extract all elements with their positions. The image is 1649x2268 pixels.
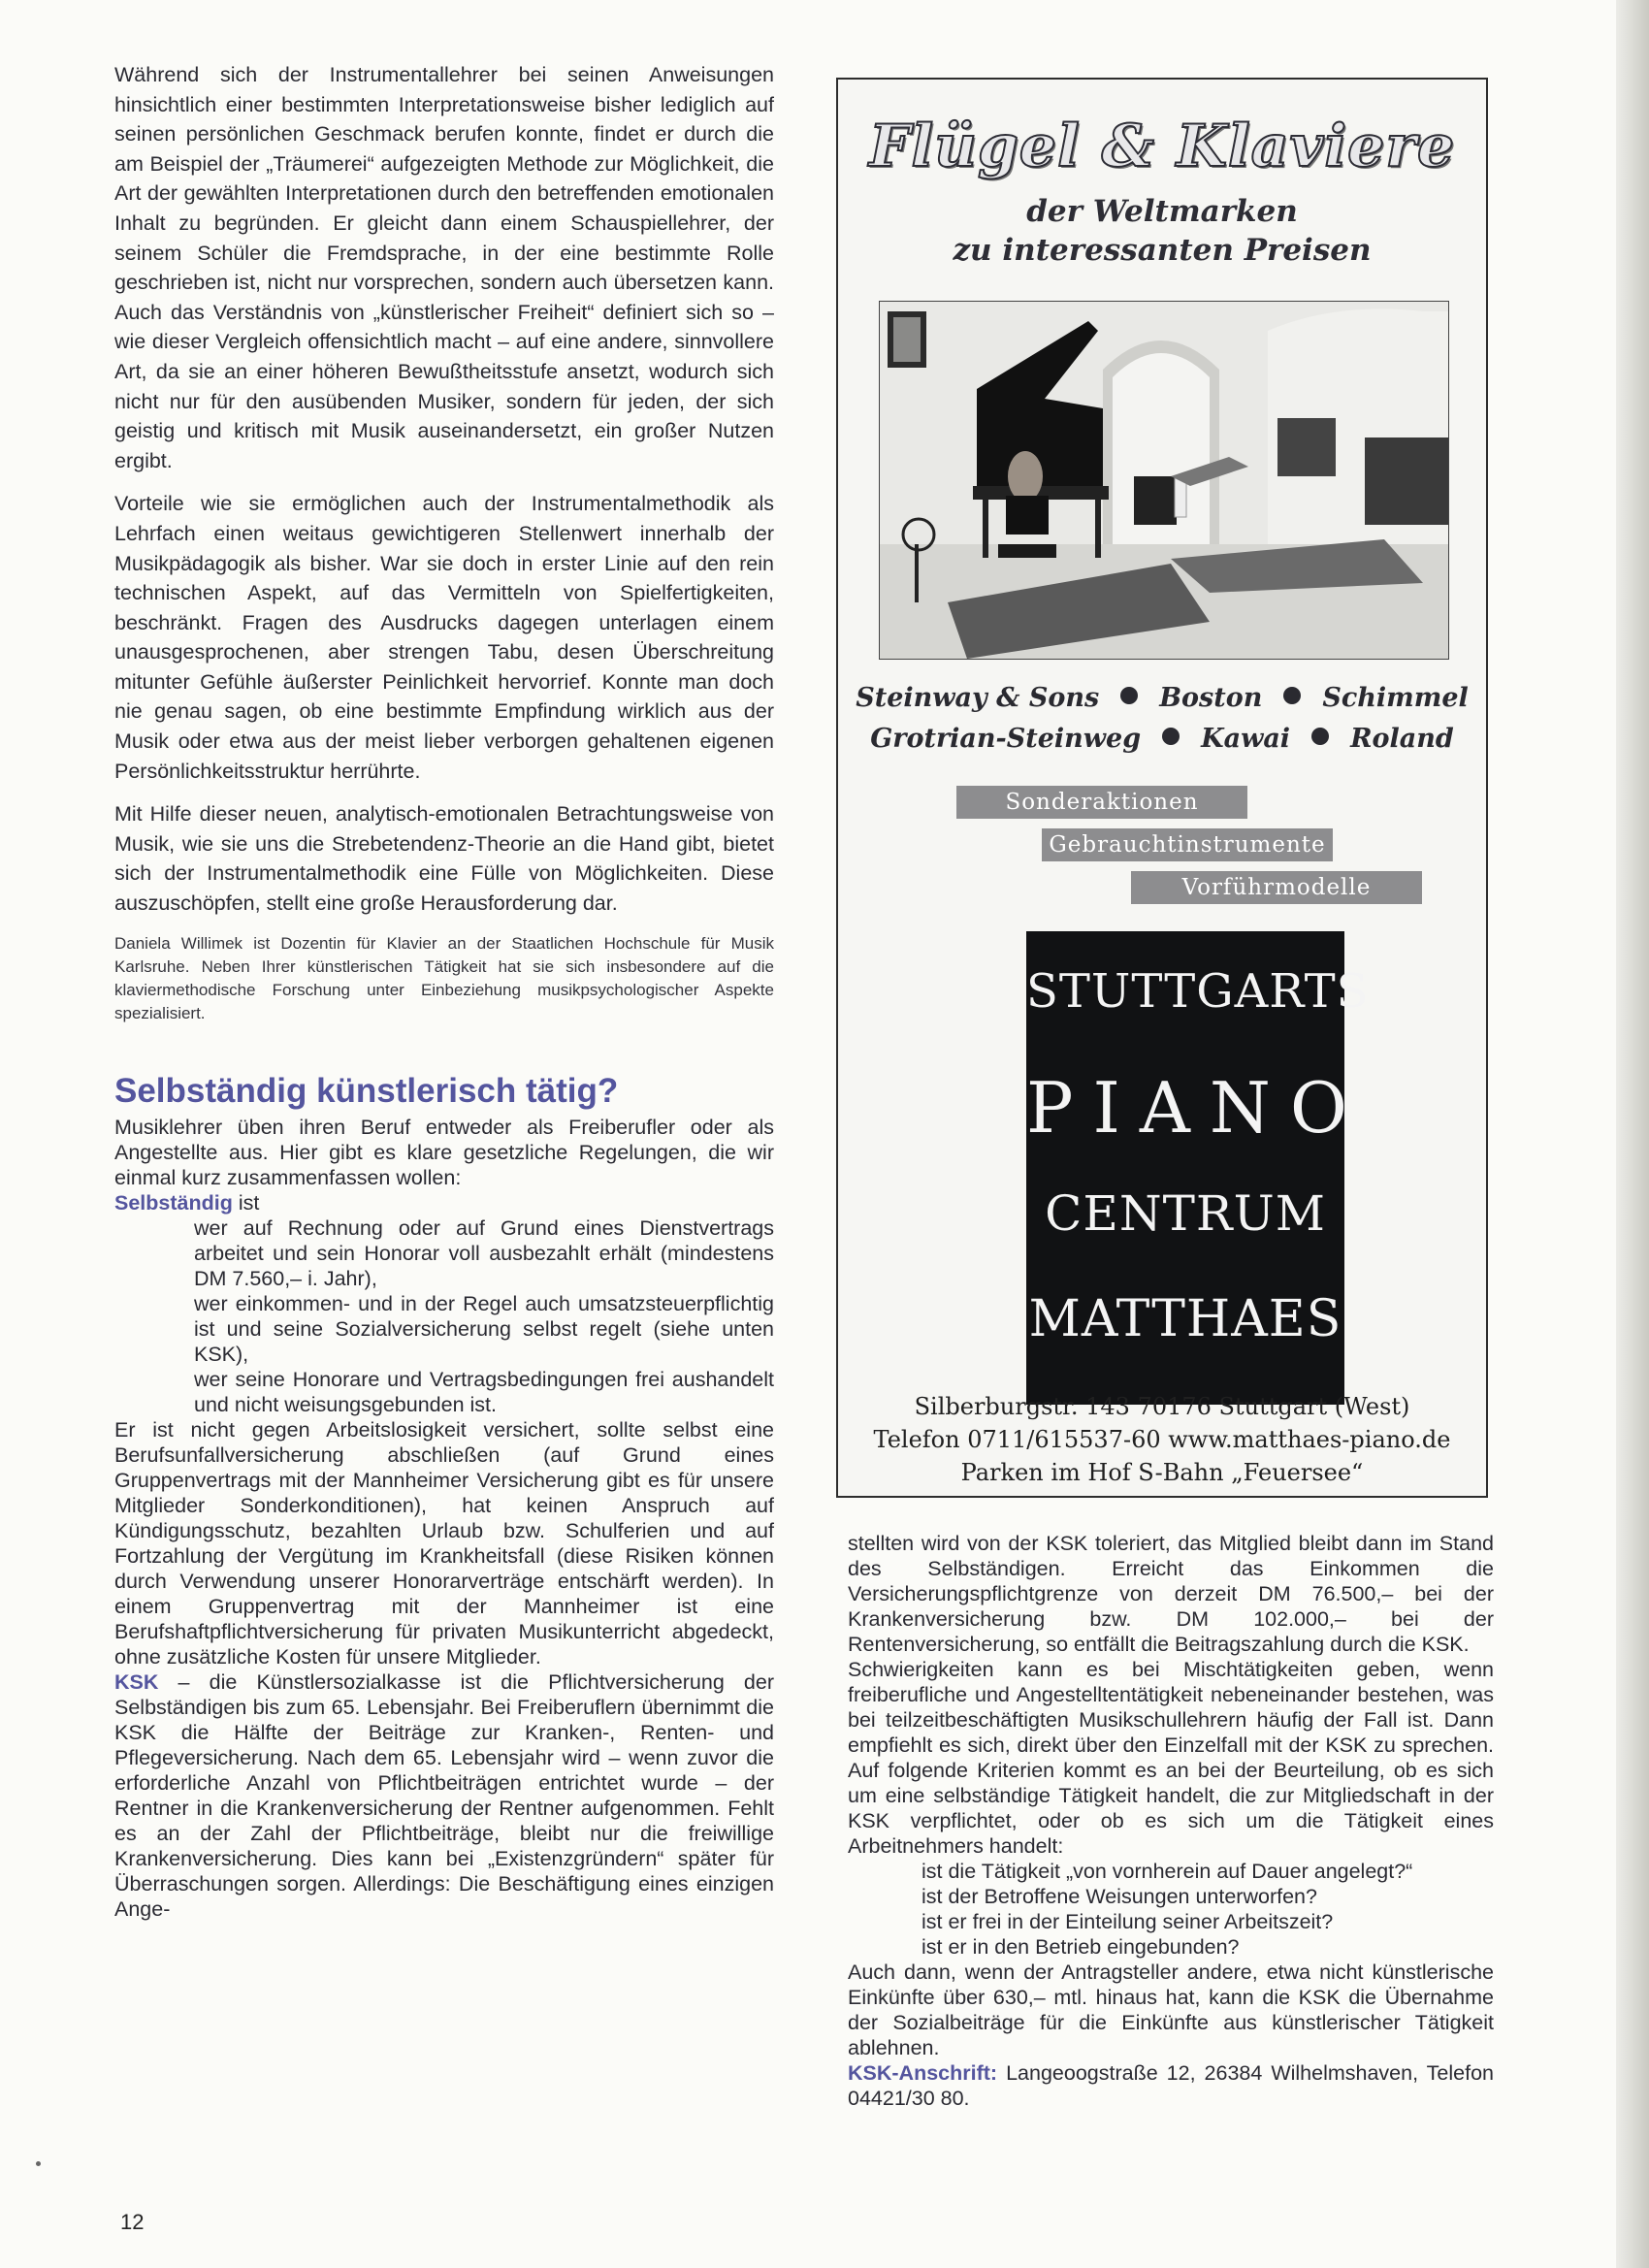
question-1: ist die Tätigkeit „von vornherein auf Dauer angelegt?“ <box>922 1860 1413 1883</box>
question-3: ist er frei in der Einteilung seiner Arbeitszeit? <box>922 1910 1334 1933</box>
ksk-address <box>848 2060 1494 2111</box>
brand-boston: Boston <box>1159 683 1263 713</box>
bullet-icon <box>1120 687 1138 704</box>
scan-speck <box>36 2161 41 2166</box>
selbstaendig-rest: ist <box>232 1190 260 1215</box>
article-paragraph-2: Vorteile wie sie ermöglichen auch der Instrumentalmethodik als Lehrfach einen weitaus gewichtigeren Stellenwert innerhalb der Musikpädagogik als bisher. War sie doch in erster Linie auf den rein technischen Aspekt, auf das Vermitteln von Spielfertigkeiten, beschränkt. Fragen des Ausdrucks dagegen unterlagen einem unausgesprochenen, aber strengen Tabu, desen Überschreitung mitunter Gefühle äußerster Peinlichkeit hervorrief. Konnte man doch nie genau sagen, ob eine bestimmte Empfindung wirklich aus der Musik oder etwa aus der meist lieber verborgen gehaltenen eigenen Persönlichkeitsstruktur herrührte. <box>114 492 774 783</box>
ksk-term: KSK <box>114 1669 159 1694</box>
brand-row-1 <box>838 683 1486 713</box>
brand-roland: Roland <box>1350 724 1454 754</box>
bullet-icon <box>1311 728 1329 745</box>
ad-subtitle-2: zu interessanten Preisen <box>953 233 1372 268</box>
brand-grotrian: Grotrian-Steinweg <box>870 724 1142 754</box>
brand-schimmel: Schimmel <box>1322 683 1469 713</box>
showroom-photo <box>879 301 1449 660</box>
section-intro: Musiklehrer üben ihren Beruf entweder als Freiberufler oder als Angestellte aus. Hier gibt es klare gesetzliche Regelungen, die wir einmal kurz zusammenfassen wollen: <box>114 1115 774 1189</box>
ksk-paragraph <box>114 1669 774 1922</box>
offer-sonderaktionen: Sonderaktionen <box>956 786 1247 819</box>
logo-line-3: CENTRUM <box>1045 1185 1326 1242</box>
ad-title: Flügel & Klaviere <box>868 113 1456 180</box>
ad-address-line-2: Telefon 0711/615537-60 www.matthaes-piano.de <box>873 1426 1451 1453</box>
article-paragraph-1: Während sich der Instrumentallehrer bei seinen Anweisungen hinsichtlich einer bestimmten Interpretationsweise bisher lediglich auf seinen persönlichen Geschmack berufen konnte, findet er durch die am Beispiel der „Träumerei“ aufgezeigten Methode zur Möglichkeit, die Art der gewählten Interpretationen durch den betreffenden emotionalen Inhalt zu begründen. Er gleicht dann einem Schauspiellehrer, der seinem Schüler die Fremdsprache, in der eine bestimmte Rolle geschrieben ist, nicht nur vorsprechen, sondern auch übersetzen kann. Auch das Verständnis von „künstlerischer Freiheit“ definiert sich so – wie dieser Vergleich offensichtlich macht – auf eine andere, sinnvollere Art, da sie an einer höheren Bewußtheitsstufe ansetzt, wodurch sich nicht nur für den ausübenden Musiker, sondern für jeden, der sich geistig und kritisch mit Musik auseinandersetzt, ein großer Nutzen ergibt. <box>114 63 774 472</box>
criterion-2: wer einkommen- und in der Regel auch umsatzsteuerpflichtig ist und seine Sozialversicherung selbst regelt (siehe unten KSK), <box>194 1291 774 1366</box>
author-bio: Daniela Willimek ist Dozentin für Klavier an der Staatlichen Hochschule für Musik Karlsruhe. Neben Ihrer künstlerischen Tätigkeit hat sie sich insbesondere auf die klaviermethodische Forschung unter Einbeziehung musikpsychologischer Aspekte spezialisiert. <box>114 933 774 1022</box>
ksk-address-text: Langeoogstraße 12, 26384 Wilhelmshaven, Telefon 04421/30 80. <box>848 2061 1494 2110</box>
page-number: 12 <box>120 2210 145 2234</box>
selbstaendig-term: Selbständig <box>114 1190 233 1215</box>
showroom-illustration <box>880 302 1448 659</box>
mixed-work-paragraph: Schwierigkeiten kann es bei Mischtätigkeiten geben, wenn freiberufliche und Angestelltentätigkeit nebeneinander bestehen, was bei teilzeitbeschäftigten Musikschullehrern häufig der Fall ist. Dann empfiehlt es sich, direkt über den Einzelfall mit der KSK zu sprechen. Auf folgende Kriterien kommt es an bei der Beurteilung, ob es sich um eine selbständige Tätigkeit handelt, die zur Mitgliedschaft in der KSK verpflichtet, oder ob es sich um die Tätigkeit eines Arbeitnehmers handelt: <box>848 1658 1494 1858</box>
ksk-text: – die Künstlersozialkasse ist die Pflichtversicherung der Selbständigen bis zum 65. Lebensjahr. Bei Freiberuflern übernimmt die KSK die Hälfte der Beiträge zur Kranken-, Renten- und Pflegeversicherung. Nach dem 65. Lebensjahr wird – wenn zuvor die erforderliche Anzahl von Pflichtbeiträgen entrichtet wurde – der Rentner in die Krankenversicherung der Rentner aufgenommen. Fehlt es an der Zahl der Pflichtbeiträge, bleibt nur die freiwillige Krankenversicherung. Dies kann bei „Existenzgründern“ später für Überraschungen sorgen. Allerdings: Die Beschäftigung eines einzigen Ange- <box>114 1669 774 1921</box>
continuation-paragraph: stellten wird von der KSK toleriert, das Mitglied bleibt dann im Stand des Selbständigen. Erreicht das Einkommen die Versicherungspflichtgrenze von derzeit DM 76.500,– bei der Krankenversicherung bzw. DM 102.000,– bei der Rentenversicherung, so entfällt die Beitragszahlung durch die KSK. <box>848 1532 1494 1656</box>
ad-address-line-3: Parken im Hof S-Bahn „Feuersee“ <box>960 1459 1364 1486</box>
right-column <box>848 1531 1494 2111</box>
offer-vorfuehrmodelle: Vorführmodelle <box>1131 871 1422 904</box>
criterion-3: wer seine Honorare und Vertragsbedingungen frei aushandelt und nicht weisungsgebunden ist. <box>194 1367 774 1416</box>
ad-address-line-1: Silberburgstr. 143 70176 Stuttgart (West) <box>914 1393 1410 1420</box>
ksk-address-label: KSK-Anschrift: <box>848 2061 998 2085</box>
article-paragraph-3: Mit Hilfe dieser neuen, analytisch-emotionalen Betrachtungsweise von Musik, wie sie uns die Strebetendenz-Theorie an die Hand gibt, bietet sich der Instrumentalmethodik eine Fülle von Möglichkeiten. Diese auszuschöpfen, stellt eine große Herausforderung dar. <box>114 802 774 916</box>
criterion-1: wer auf Rechnung oder auf Grund eines Dienstvertrags arbeitet und sein Honorar voll ausbezahlt erhält (mindestens DM 7.560,– i. Jahr), <box>194 1215 774 1290</box>
insurance-paragraph: Er ist nicht gegen Arbeitslosigkeit versichert, sollte selbst eine Berufsunfallversicherung abschließen (auf Grund eines Gruppenvertrags mit der Mannheimer Versicherung gibt es für unsere Mitglieder Sonderkonditionen), hat keinen Anspruch auf Kündigungsschutz, bezahlten Urlaub bzw. Schulferien und auf Fortzahlung der Vergütung im Krankheitsfall (diese Risiken können durch Verwendung unserer Honorarverträge entschärft werden). In einem Gruppenvertrag mit der Mannheimer ist eine Berufshaftpflichtversicherung für privaten Musikunterricht abgedeckt, ohne zusätzliche Kosten für unsere Mitglieder. <box>114 1417 774 1669</box>
selbstaendig-line <box>114 1190 774 1215</box>
question-4: ist er in den Betrieb eingebunden? <box>922 1935 1240 1959</box>
brand-row-2 <box>838 724 1486 754</box>
page-edge-shadow <box>1616 0 1649 2268</box>
question-2: ist der Betroffene Weisungen unterworfen? <box>922 1885 1317 1908</box>
bullet-icon <box>1162 728 1180 745</box>
brand-kawai: Kawai <box>1201 724 1291 754</box>
brand-steinway: Steinway & Sons <box>856 683 1100 713</box>
logo-line-1: STUTTGARTS <box>1026 964 1370 1019</box>
piano-advertisement <box>836 78 1488 1498</box>
section-heading: Selbständig künstlerisch tätig? <box>114 1071 619 1110</box>
logo-line-4: MATTHAES <box>1028 1290 1342 1348</box>
bullet-icon <box>1283 687 1301 704</box>
left-column <box>114 60 774 1922</box>
logo-line-2: PIANO <box>1026 1067 1367 1149</box>
ad-subtitle-1: der Weltmarken <box>1026 194 1298 229</box>
store-logo <box>1026 931 1370 1405</box>
closing-paragraph: Auch dann, wenn der Antragsteller andere, etwa nicht künstlerische Einkünfte über 630,– mtl. hinaus hat, kann die KSK die Übernahme der Sozialbeiträge für die Einkünfte aus künstlerischer Tätigkeit ablehnen. <box>848 1960 1494 2059</box>
offer-gebrauchtinstrumente: Gebrauchtinstrumente <box>1042 828 1333 861</box>
